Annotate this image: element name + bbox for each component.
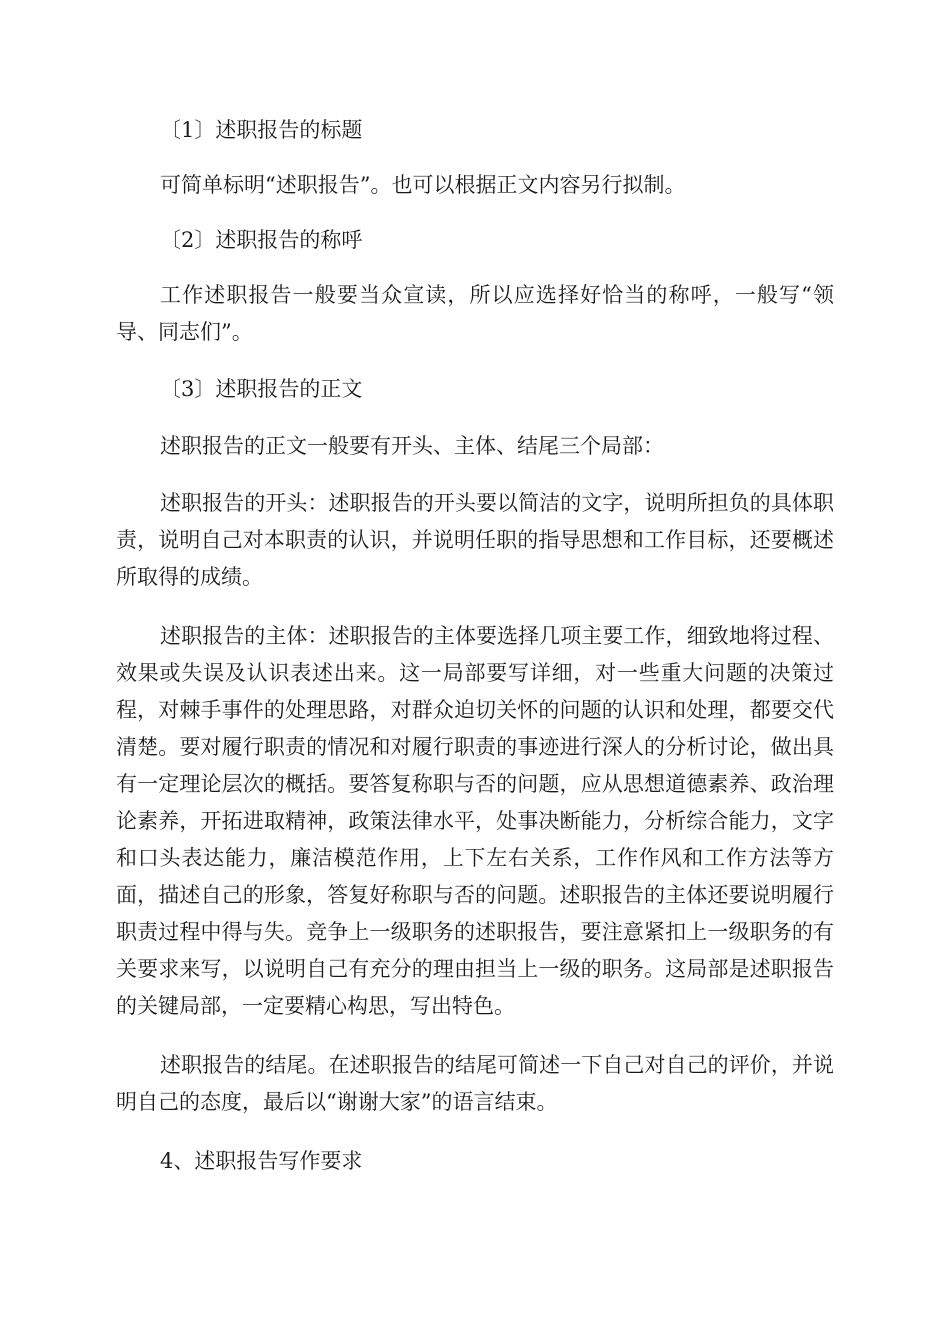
document-body (116, 112, 834, 1180)
paragraph-salutation-desc: 工作述职报告一般要当众宣读，所以应选择好恰当的称呼，一般写“领导、同志们”。 (116, 283, 834, 344)
paragraph-ending: 述职报告的结尾。在述职报告的结尾可简述一下自己对自己的评价，并说明自己的态度，最后以“谢谢大家”的语言结束。 (116, 1053, 834, 1114)
paragraph-main-body: 述职报告的主体：述职报告的主体要选择几项主要工作，细致地将过程、效果或失误及认识表述出来。这一局部要写详细，对一些重大问题的决策过程，对棘手事件的处理思路，对群众迫切关怀的问题的认识和处理，都要交代清楚。要对履行职责的情况和对履行职责的事迹进行深人的分析讨论，做出具有一定理论层次的概括。要答复称职与否的问题，应从思想道德素养、政治理论素养，开拓进取精神，政策法律水平，处事决断能力，分析综合能力，文字和口头表达能力，廉洁模范作用，上下左右关系，工作作风和工作方法等方面，描述自己的形象，答复好称职与否的问题。述职报告的主体还要说明履行职责过程中得与失。竞争上一级职务的述职报告，要注意紧扣上一级职务的有关要求来写，以说明自己有充分的理由担当上一级的职务。这局部是述职报告的关键局部，一定要精心构思，写出特色。 (116, 624, 834, 1018)
section-heading-title: 〔1〕述职报告的标题 (160, 118, 363, 142)
section-heading-body: 〔3〕述职报告的正文 (160, 377, 363, 401)
section-heading-salutation: 〔2〕述职报告的称呼 (160, 228, 363, 252)
paragraph-body-parts: 述职报告的正文一般要有开头、主体、结尾三个局部： (160, 434, 664, 458)
section-heading-requirements: 4、述职报告写作要求 (160, 1149, 363, 1173)
paragraph-title-desc: 可简单标明“述职报告”。也可以根据正文内容另行拟制。 (160, 173, 686, 197)
paragraph-opening: 述职报告的开头：述职报告的开头要以简洁的文字，说明所担负的具体职责，说明自己对本职责的认识，并说明任职的指导思想和工作目标，还要概述所取得的成绩。 (116, 491, 834, 589)
